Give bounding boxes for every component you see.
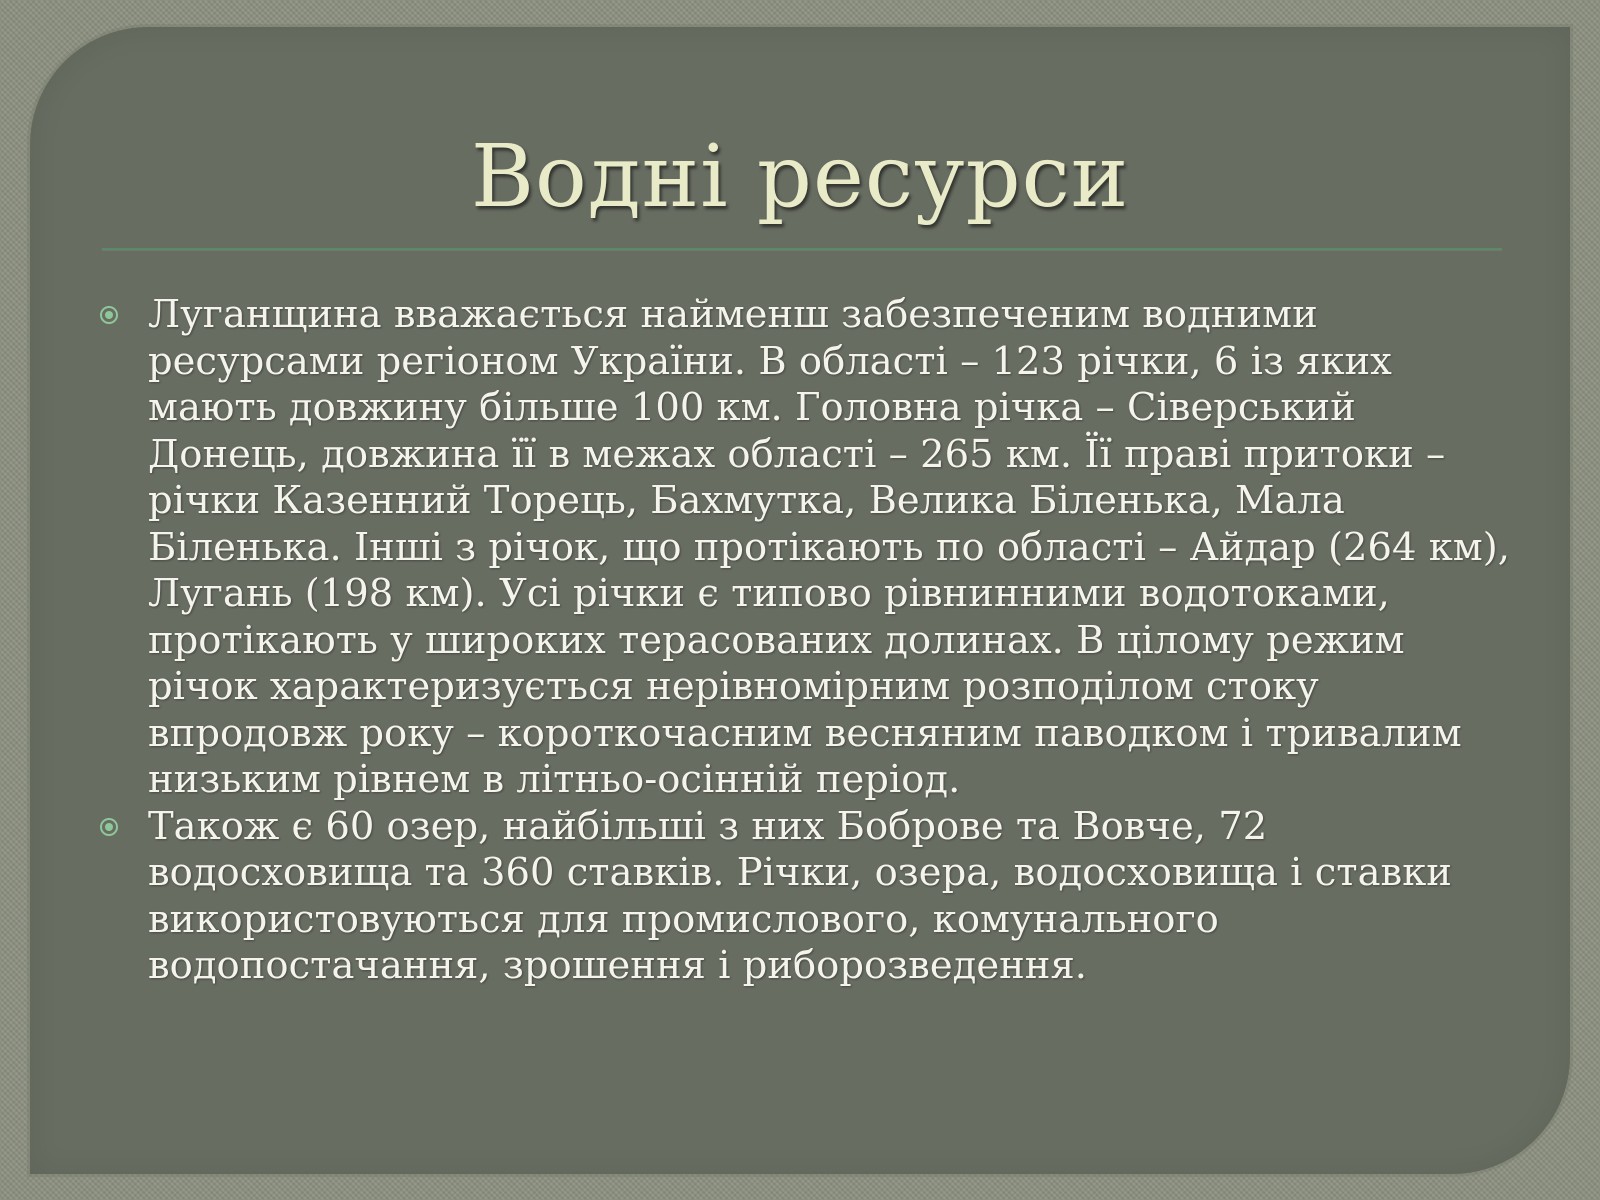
slide-title: Водні ресурси <box>470 127 1130 227</box>
bullet-text: Луганщина вважається найменш забезпеченим водними ресурсами регіоном України. В області – 123 річки, 6 із яких мають довжину більше 100 км. Головна річка – Сіверський Донець, довжина її в межах області – 265 км. Її праві притоки – річки Казенний Торець, Бахмутка, Велика Біленька, Мала Біленька. Інші з річок, що протікають по області – Айдар (264 км), Лугань (198 км). Усі річки є типово рівнинними водотоками, протікають у широких терасованих долинах. В цілому режим річок характеризується нерівномірним розподілом стоку впродовж року – короткочасним весняним паводком і тривалим низьким рівнем в літньо-осінній період. <box>148 292 1510 802</box>
circle-bullet-icon <box>100 818 118 836</box>
circle-bullet-icon <box>100 306 118 324</box>
bullet-text: Також є 60 озер, найбільші з них Боброве та Вовче, 72 водосховища та 360 ставків. Річки, озера, водосховища і ставки використовуються для промислового, комунального водопостачання, зрошення і риборозведення. <box>148 803 1452 988</box>
bullet-item <box>100 292 1520 804</box>
bullet-list <box>100 292 1520 990</box>
title-divider <box>102 248 1502 250</box>
bullet-item <box>100 804 1520 990</box>
